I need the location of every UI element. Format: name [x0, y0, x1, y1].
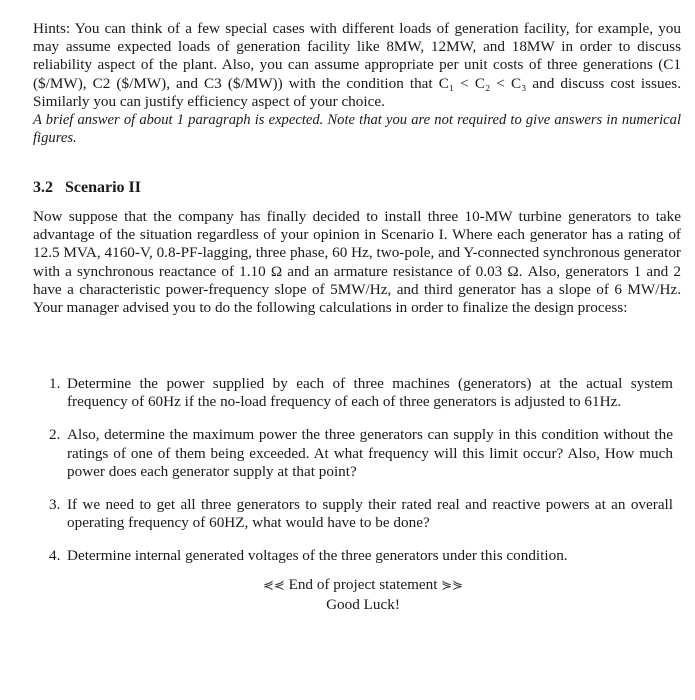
list-item-text: Determine internal generated voltages of the three generators under this condition.	[67, 547, 568, 565]
list-item	[33, 496, 673, 532]
right-arrows-icon: ⋟⋟	[441, 577, 464, 592]
section-heading	[33, 178, 141, 198]
list-item	[33, 375, 673, 411]
hints-note: A brief answer of about 1 paragraph is expected. Note that you are not required to give answers in numerical figures.	[33, 112, 681, 147]
end-statement	[33, 575, 693, 595]
list-item	[33, 426, 673, 481]
list-marker: 4.	[49, 547, 61, 565]
scenario-paragraph: Now suppose that the company has finally decided to install three 10-MW turbine generators to take advantage of the situation regardless of your opinion in Scenario I. Where each generator has a rating of 12.5 MVA, 4160-V, 0.8-PF-lagging, three phase, 60 Hz, two-pole, and Y-connected synchronous generator with a synchronous reactance of 1.10 Ω and an armature resistance of 0.03 Ω. Also, generators 1 and 2 have a characteristic power-frequency slope of 5MW/Hz, and third generator has a slope of 6 MW/Hz. Your manager advised you to do the following calculations in order to finalize the design process:	[33, 208, 681, 317]
task-list	[33, 375, 673, 566]
end-text: End of project statement	[288, 576, 438, 593]
list-item	[33, 547, 673, 565]
left-arrows-icon: ⋞⋞	[262, 577, 285, 592]
list-marker: 2.	[49, 426, 61, 444]
list-item-text: Also, determine the maximum power the three generators can supply in this condition without the ratings of one of them being exceeded. At what frequency will this limit occur? Also, How much power does each generator supply at that point?	[67, 426, 673, 480]
good-luck: Good Luck!	[326, 596, 400, 613]
section-title: Scenario II	[65, 179, 141, 196]
list-marker: 1.	[49, 375, 61, 392]
hints-paragraph: Hints: You can think of a few special cases with different loads of generation facility, for example, you may assume expected loads of generation facility like 8MW, 12MW, and 18MW in order to discuss reliability aspect of the plant. Also, you can assume appropriate per unit costs of three generations (C1 ($/MW), C2 ($/MW), and C3 ($/MW)) with the condition that C₁ < C₂ < C₃ and discuss cost issues. Similarly you can justify efficiency aspect of your choice.	[33, 20, 681, 110]
list-item-text: Determine the power supplied by each of three machines (generators) at the actual system frequency of 60Hz if the no-load frequency of each of three generators is adjusted to 61Hz.	[67, 375, 673, 411]
list-marker: 3.	[49, 496, 61, 514]
section-number: 3.2	[33, 179, 53, 196]
list-item-text: If we need to get all three generators to supply their rated real and reactive powers at an overall operating frequency of 60HZ, what would have to be done?	[67, 496, 673, 532]
